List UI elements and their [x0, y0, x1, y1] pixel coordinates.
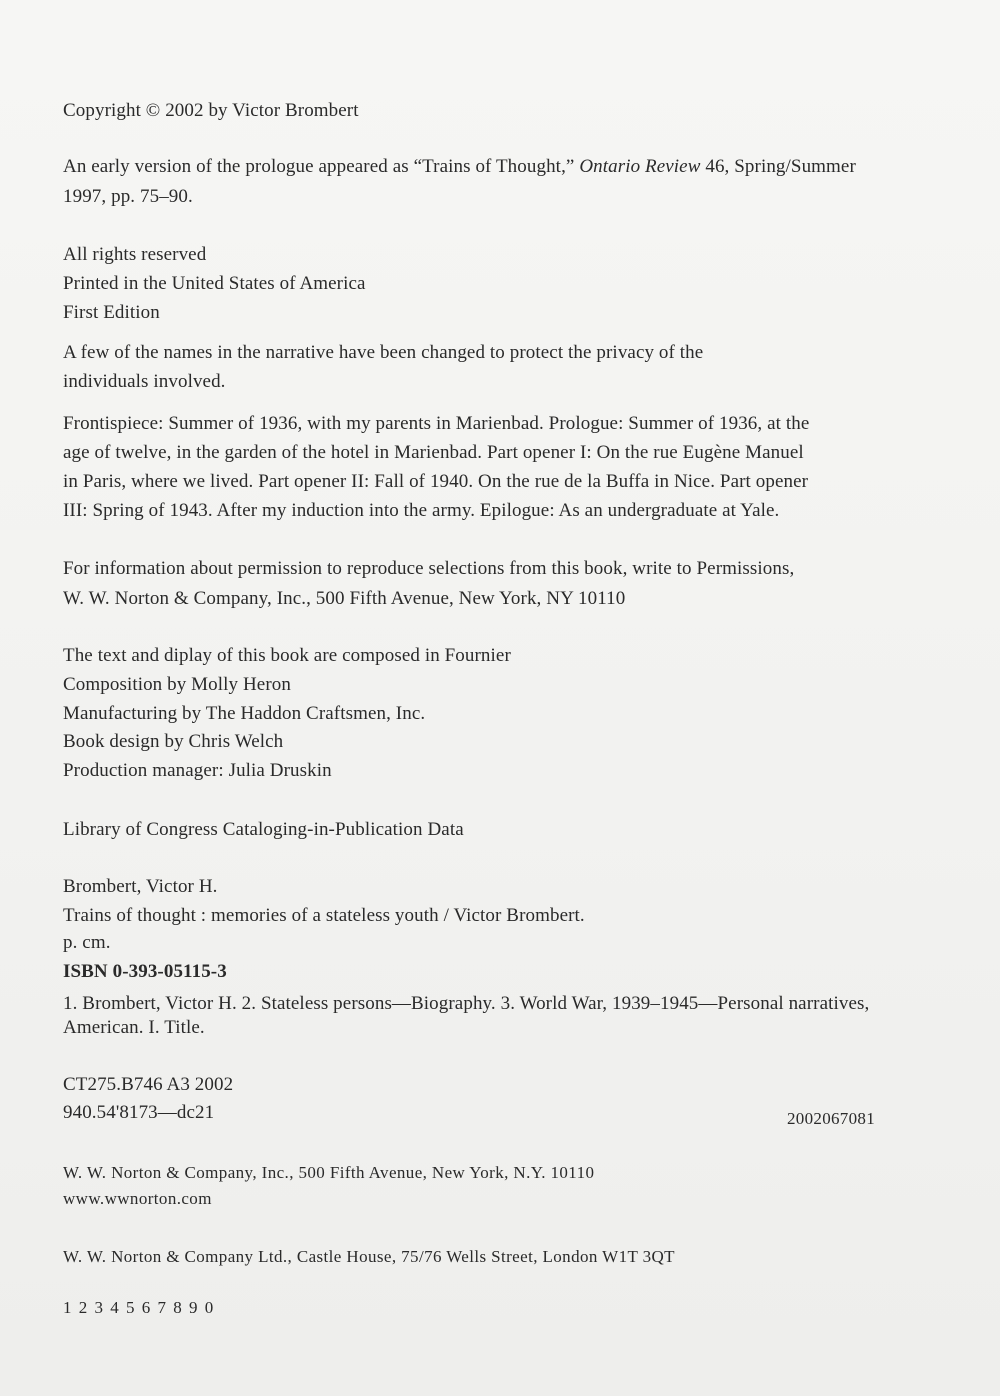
- cip-pcm: p. cm.: [63, 932, 111, 953]
- prologue-note-pre: An early version of the prologue appeared as “Trains of Thought,”: [63, 156, 575, 177]
- cip-title: Trains of thought : memories of a stateless youth / Victor Brombert.: [63, 905, 585, 926]
- privacy-note-line: individuals involved.: [63, 371, 226, 392]
- cip-subjects-line: 1. Brombert, Victor H. 2. Stateless persons—Biography. 3. World War, 1939–1945—Personal narratives,: [63, 993, 870, 1014]
- production-line: The text and diplay of this book are composed in Fournier: [63, 645, 511, 666]
- production-line: Production manager: Julia Druskin: [63, 760, 332, 781]
- publisher-website: www.wwnorton.com: [63, 1189, 212, 1208]
- prologue-note-line-1: [63, 157, 856, 176]
- frontispiece-line: III: Spring of 1943. After my induction into the army. Epilogue: As an undergraduate at Yale.: [63, 500, 780, 521]
- printed-line: Printed in the United States of America: [63, 273, 366, 294]
- frontispiece-line: Frontispiece: Summer of 1936, with my parents in Marienbad. Prologue: Summer of 1936, at the: [63, 413, 810, 434]
- lccn: 2002067081: [787, 1109, 875, 1128]
- production-line: Composition by Molly Heron: [63, 674, 291, 695]
- frontispiece-line: in Paris, where we lived. Part opener II: Fall of 1940. On the rue de la Buffa in Nice. Part opener: [63, 471, 809, 492]
- copyright-line: Copyright © 2002 by Victor Brombert: [63, 100, 359, 121]
- publisher-us-address: W. W. Norton & Company, Inc., 500 Fifth Avenue, New York, N.Y. 10110: [63, 1163, 595, 1182]
- journal-title: Ontario Review: [579, 156, 701, 177]
- printing-line: 1 2 3 4 5 6 7 8 9 0: [63, 1298, 215, 1317]
- rights-line: All rights reserved: [63, 244, 207, 265]
- permissions-line: For information about permission to reproduce selections from this book, write to Permissions,: [63, 558, 795, 579]
- isbn: ISBN 0-393-05115-3: [63, 961, 227, 982]
- production-line: Manufacturing by The Haddon Craftsmen, Inc.: [63, 703, 426, 724]
- cip-author: Brombert, Victor H.: [63, 876, 218, 897]
- publisher-uk-address: W. W. Norton & Company Ltd., Castle House, 75/76 Wells Street, London W1T 3QT: [63, 1247, 675, 1266]
- prologue-note-line-2: 1997, pp. 75–90.: [63, 186, 193, 207]
- call-number-lc: CT275.B746 A3 2002: [63, 1074, 234, 1095]
- cip-subjects-line: American. I. Title.: [63, 1017, 205, 1038]
- privacy-note-line: A few of the names in the narrative have been changed to protect the privacy of the: [63, 342, 704, 363]
- frontispiece-line: age of twelve, in the garden of the hotel in Marienbad. Part opener I: On the rue Eugène Manuel: [63, 442, 804, 463]
- call-number-dewey: 940.54'8173—dc21: [63, 1102, 215, 1123]
- production-line: Book design by Chris Welch: [63, 731, 284, 752]
- permissions-line: W. W. Norton & Company, Inc., 500 Fifth Avenue, New York, NY 10110: [63, 588, 626, 609]
- cip-heading: Library of Congress Cataloging-in-Publication Data: [63, 819, 464, 840]
- edition-line: First Edition: [63, 302, 160, 323]
- prologue-note-post: 46, Spring/Summer: [705, 156, 856, 177]
